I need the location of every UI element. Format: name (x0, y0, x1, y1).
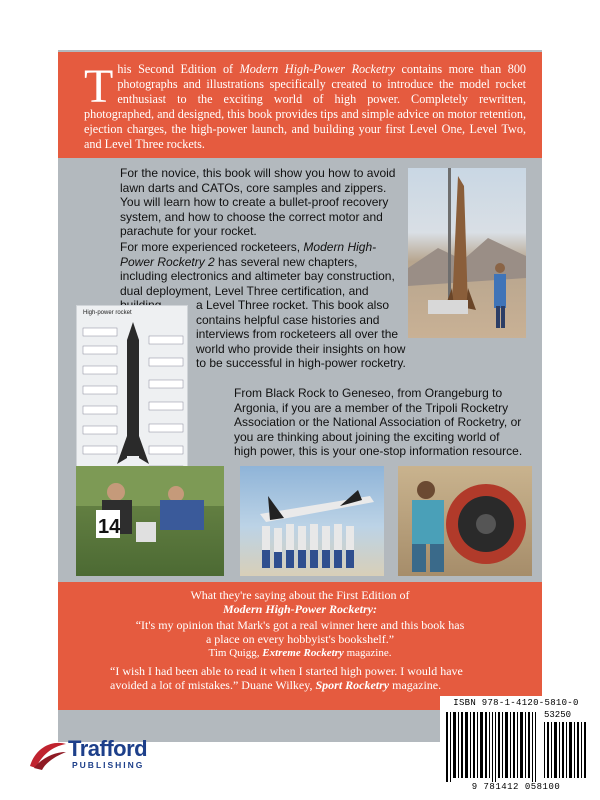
diagram-title: High-power rocket (83, 310, 132, 316)
intro-box (58, 52, 542, 158)
trafford-logo (28, 736, 198, 772)
book-title-2: Modern High-Power Rocketry 2 (120, 240, 377, 269)
rocket-launch-photo (408, 168, 526, 338)
photo-group-with-rocket (240, 466, 384, 576)
logo-wordmark: Trafford (68, 736, 148, 761)
photo-rocketeer-large-motor (398, 466, 532, 576)
logo-subtitle: PUBLISHING (72, 760, 145, 770)
experienced-paragraph-cont: a Level Three rocket. This book also contains helpful case histories and interviews from rocketeers all over the world who provide their insights on how to be successful in high-power rocketry. (196, 298, 406, 370)
experienced-paragraph: For more experienced rocketeers, Modern High-Power Rocketry 2 has several new chapters, including electronics and altimeter bay construction, dual deployment, Level Three certification, and (120, 240, 395, 298)
novice-paragraph: For the novice, this book will show you how to avoid lawn darts and CATOs, core samples and zippers. You will learn how to create a bullet-proof recovery system, and how to choose the correct motor and parachute for your rocket. (120, 166, 396, 238)
quote-2: “I wish I had been able to read it when I started high power. I would have avoided a lot of mistakes.” Duane Wilkey, Sport Rocketry magazine. (110, 664, 463, 692)
price-code: 53250 (544, 710, 572, 720)
barcode-digits: 9 781412 058100 (471, 782, 561, 792)
book-title: Modern High-Power Rocketry (239, 62, 395, 76)
quotes-box (58, 582, 542, 710)
rocket-diagram (76, 305, 188, 483)
quote-1: “It's my opinion that Mark's got a real winner here and this book has a place on every hobbyist's bookshelf.” (135, 618, 465, 646)
black-rock-paragraph: From Black Rock to Geneseo, from Orangeburg to Argonia, if you are a member of the Tripoli Rocketry Association or the National Association of Rocketry, or you are thinking about joining the exciting world of high power, this is your one-stop information resource. (234, 386, 523, 458)
isbn-barcode (440, 696, 592, 798)
quote-1-attribution: Tim Quigg, Extreme Rocketry magazine. (208, 647, 392, 659)
quotes-heading: What they're saying about the First Edition of (190, 588, 410, 602)
intro-paragraph: This Second Edition of Modern High-Power Rocketry contains more than 800 photographs and illustrations specifically created to introduce the model rocket enthusiast to the exciting world of high power. Completely rewritten, photographed, and designed, this book provides tips and simple advice on motor retention, ejection charges, the high-power launch, and building your first Level One, Level Two, and Level Three rockets. (84, 60, 527, 151)
rocket-number: 14 (98, 516, 121, 538)
quotes-heading-title: Modern High-Power Rocketry: (223, 602, 377, 616)
drop-cap: T (84, 60, 114, 113)
trafford-swoosh-icon (28, 736, 68, 772)
isbn-text: ISBN 978-1-4120-5810-0 (453, 698, 579, 708)
photo-rocketeers-field (76, 466, 224, 576)
